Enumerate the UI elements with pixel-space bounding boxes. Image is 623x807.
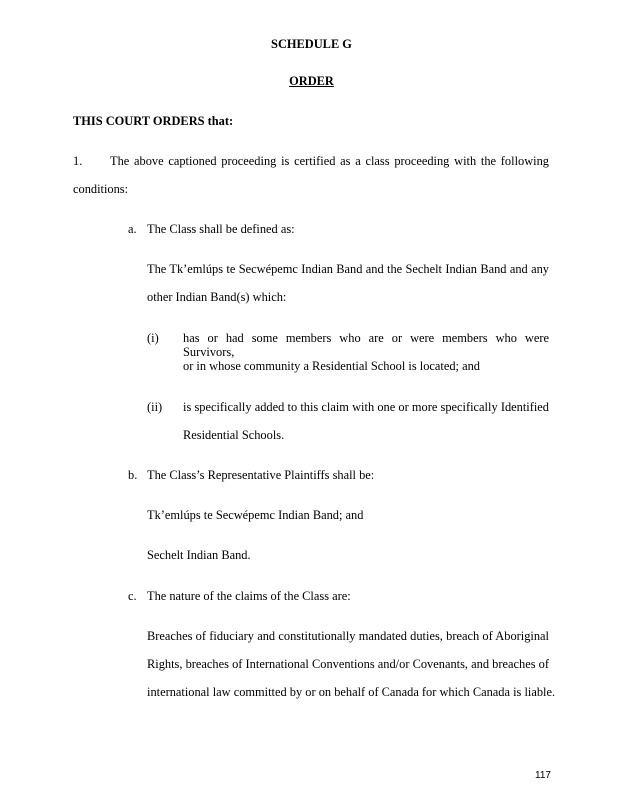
court-orders-heading: THIS COURT ORDERS that:: [73, 114, 234, 128]
item-c-title: The nature of the claims of the Class are:: [147, 589, 351, 603]
plaintiff-1: Tk’emlúps te Secwépemc Indian Band; and: [147, 508, 364, 522]
paragraph-1-line-1: The above captioned proceeding is certified as a class proceeding with the following: [110, 154, 549, 168]
item-c-marker: c.: [128, 589, 137, 603]
claims-line-1: Breaches of fiduciary and constitutionally mandated duties, breach of Aboriginal: [147, 629, 549, 643]
class-definition-line-1: The Tk’emlúps te Secwépemc Indian Band and the Sechelt Indian Band and any: [147, 262, 549, 276]
page-number: 117: [535, 770, 551, 781]
schedule-title: SCHEDULE G: [271, 37, 352, 51]
claims-line-2: Rights, breaches of International Conventions and/or Covenants, and breaches of: [147, 657, 549, 671]
paragraph-1-line-2: conditions:: [73, 182, 129, 196]
order-title: ORDER: [289, 74, 334, 88]
item-a-marker: a.: [128, 222, 137, 236]
subitem-ii-line-1: is specifically added to this claim with one or more specifically Identified: [183, 400, 549, 414]
plaintiff-2: Sechelt Indian Band.: [147, 548, 251, 562]
subitem-i-marker: (i): [147, 331, 159, 345]
item-a-title: The Class shall be defined as:: [147, 222, 295, 236]
class-definition-line-2: other Indian Band(s) which:: [147, 290, 287, 304]
claims-line-3: international law committed by or on behalf of Canada for which Canada is liable.: [147, 685, 556, 699]
item-b-title: The Class’s Representative Plaintiffs shall be:: [147, 468, 375, 482]
item-b-marker: b.: [128, 468, 138, 482]
subitem-i-line-2: or in whose community a Residential School is located; and: [183, 359, 480, 373]
subitem-ii-marker: (ii): [147, 400, 163, 414]
subitem-i-line-1: has or had some members who are or were members who were Survivors,: [183, 331, 549, 359]
subitem-ii-line-2: Residential Schools.: [183, 428, 285, 442]
paragraph-number: 1.: [73, 154, 83, 168]
